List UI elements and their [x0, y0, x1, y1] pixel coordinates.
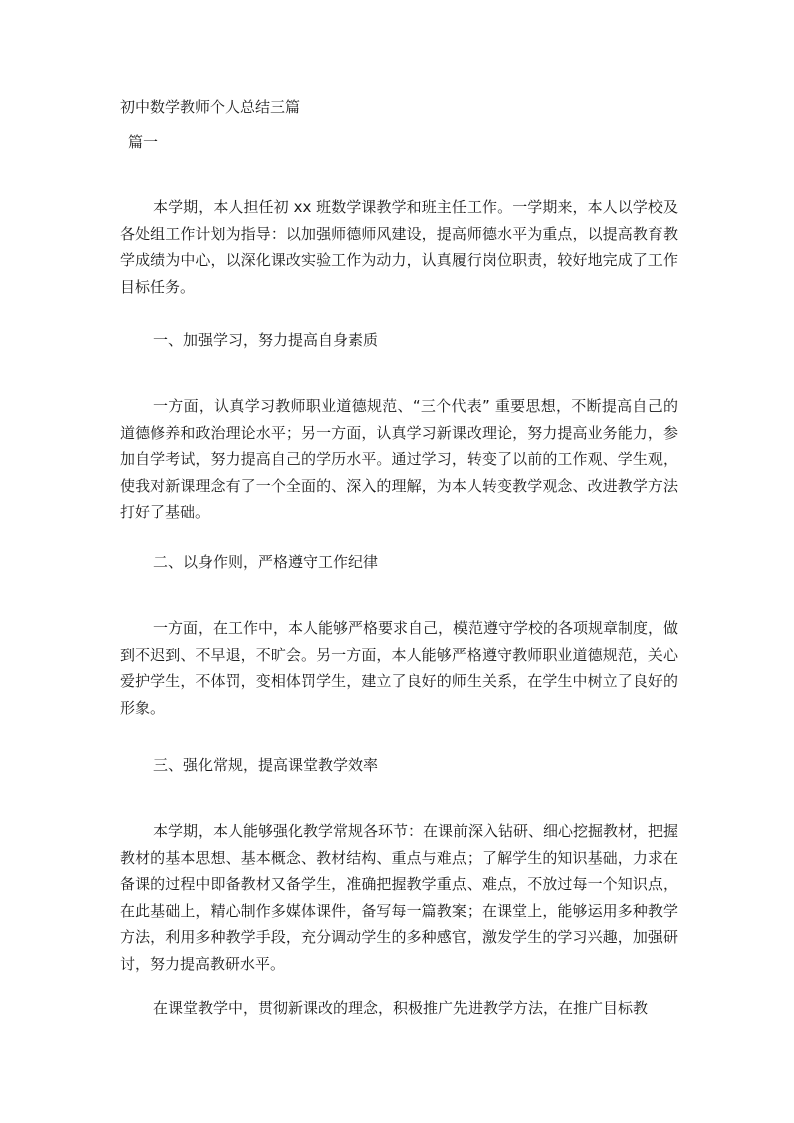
section-heading-2: 二、以身作则，严格遵守工作纪律 [153, 553, 379, 571]
intro-paragraph: 本学期，本人担任初 xx 班数学课教学和班主任工作。一学期来，本人以学校及各处组工作计划为指导：以加强师德师风建设，提高师德水平为重点，以提高教育教学成绩为中心，以深化课改实验工作为动力，认真履行岗位职责，较好地完成了工作目标任务。 [120, 198, 678, 296]
section-body-2: 一方面，在工作中，本人能够严格要求自己，模范遵守学校的各项规章制度，做到不迟到、不早退，不旷会。另一方面，本人能够严格遵守教师职业道德规范，关心爱护学生，不体罚，变相体罚学生，建立了良好的师生关系，在学生中树立了良好的形象。 [120, 619, 679, 717]
section-heading-1: 一、加强学习，努力提高自身素质 [153, 331, 379, 349]
section-heading-3: 三、强化常规，提高课堂教学效率 [153, 756, 379, 774]
section-label: 篇一 [128, 133, 159, 151]
document-title: 初中数学教师个人总结三篇 [120, 98, 301, 116]
section-body-1: 一方面，认真学习教师职业道德规范、“三个代表” 重要思想，不断提高自己的道德修养和政治理论水平；另一方面，认真学习新课改理论，努力提高业务能力，参加自学考试，努力提高自己的学历水平。通过学习，转变了以前的工作观、学生观，使我对新课理念有了一个全面的、深入的理解，为本人转变教学观念、改进教学方法打好了基础。 [120, 397, 678, 521]
closing-paragraph: 在课堂教学中，贯彻新课改的理念，积极推广先进教学方法，在推广目标教 [153, 999, 649, 1017]
section-body-3: 本学期，本人能够强化教学常规各环节：在课前深入钻研、细心挖掘教材，把握教材的基本思想、基本概念、教材结构、重点与难点；了解学生的知识基础，力求在备课的过程中即备教材又备学生，准确把握教学重点、难点，不放过每一个知识点，在此基础上，精心制作多媒体课件，备写每一篇教案；在课堂上，能够运用多种教学方法，利用多种教学手段，充分调动学生的多种感官，激发学生的学习兴趣，加强研讨，努力提高教研水平。 [120, 822, 679, 973]
